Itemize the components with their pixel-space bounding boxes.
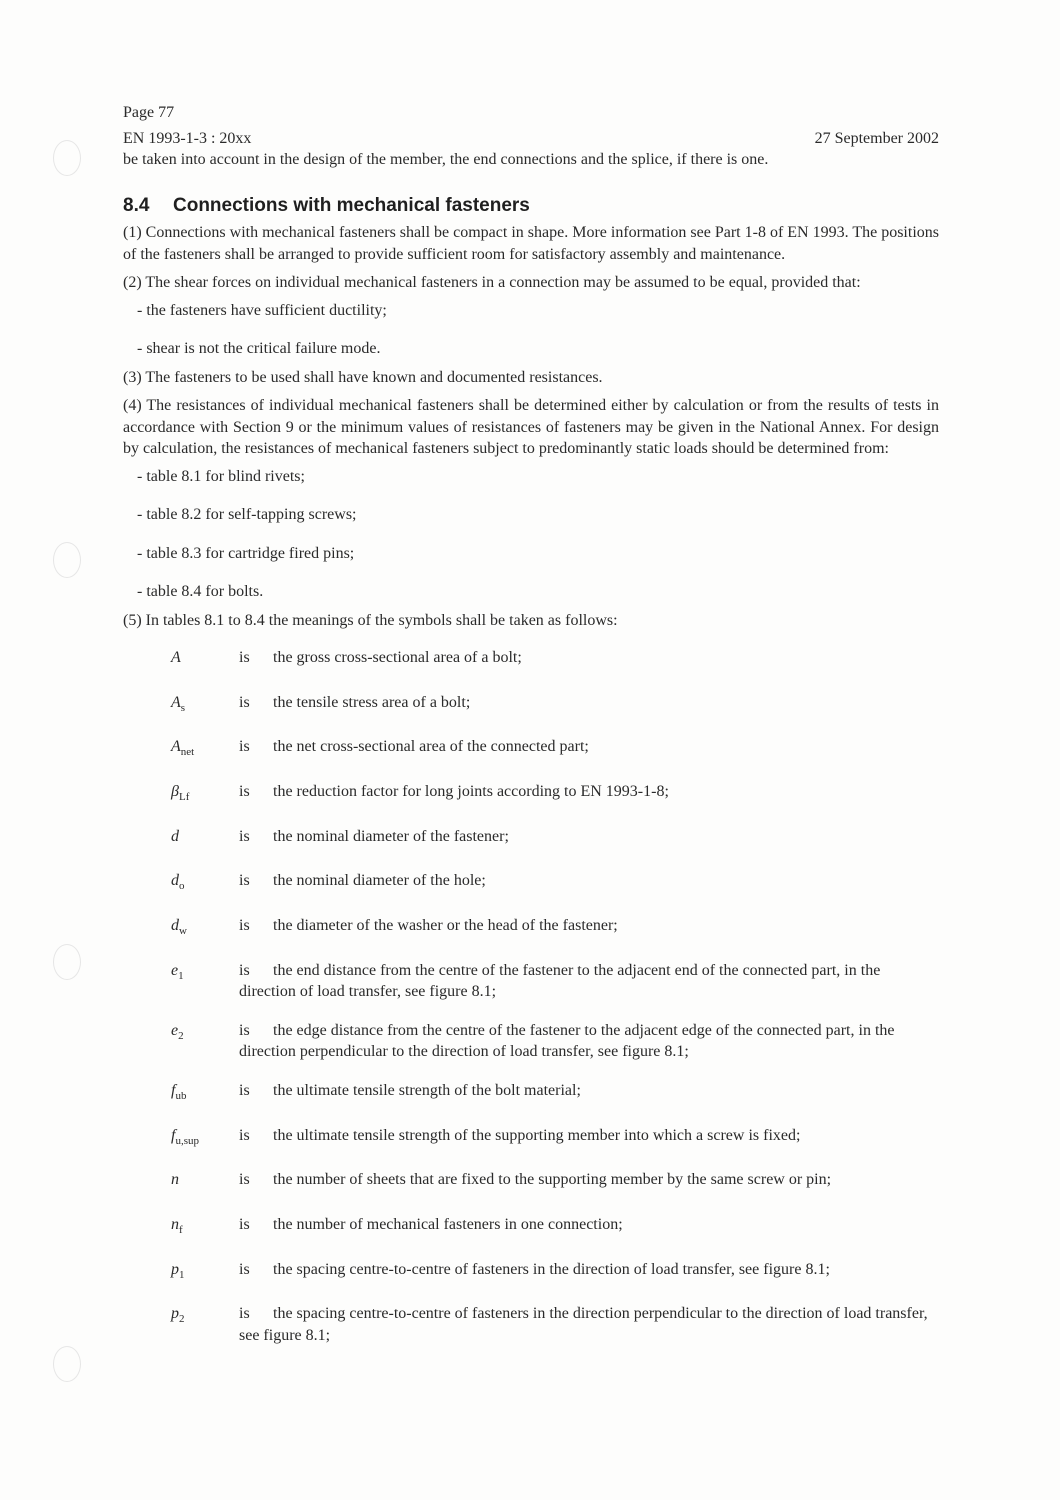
symbol-letter: e (171, 1021, 179, 1039)
list-item: - shear is not the critical failure mode. (137, 340, 381, 357)
symbol-definition-row (123, 781, 939, 809)
definition-text-block (239, 1020, 939, 1063)
definition-text-block (239, 1259, 939, 1287)
is-word: is (239, 1260, 250, 1278)
symbol-definition-row (123, 647, 939, 675)
symbol (123, 1259, 239, 1287)
definition-text-block (239, 1169, 939, 1197)
symbol-letter: n (171, 1171, 179, 1189)
symbol-definition-row (123, 1303, 939, 1346)
symbol-subscript: 2 (179, 1313, 185, 1326)
definition-text: the net cross-sectional area of the connected part; (273, 738, 589, 756)
definition-text-block (239, 736, 939, 764)
section-heading (123, 195, 939, 217)
page-content (123, 102, 939, 1363)
definition-text-block (239, 1080, 939, 1108)
document-id: EN 1993-1-3 : 20xx (123, 129, 252, 147)
is-word: is (239, 1126, 250, 1144)
symbol-subscript: ub (175, 1090, 187, 1102)
is-word: is (239, 872, 250, 890)
section-number: 8.4 (123, 194, 150, 216)
punch-hole-mark (53, 542, 81, 578)
definition-text-block (239, 692, 939, 720)
symbol-subscript: 1 (179, 1268, 185, 1281)
punch-hole-mark (53, 140, 81, 176)
symbol-subscript: Lf (178, 791, 190, 804)
is-word: is (239, 1171, 250, 1189)
list-item: - table 8.4 for bolts. (137, 583, 264, 600)
symbol-definition-row (123, 1125, 939, 1153)
paragraph-4: (4) The resistances of individual mechanical fasteners shall be determined either by calculation or from the results of tests in accordance with Section 9 or the minimum values of resistances of fasteners may be given in the National Annex. For design by calculation, the resistances of mechanical fasteners subject to predominantly static loads should be determined from: (123, 397, 939, 457)
punch-hole-mark (53, 1346, 81, 1382)
symbol-definition-row (123, 915, 939, 943)
symbol (123, 781, 239, 809)
symbol (123, 692, 239, 720)
symbol-definition-row (123, 1214, 939, 1242)
symbol-letter: A (171, 738, 181, 756)
definition-text-block (239, 781, 939, 809)
definition-text-block (239, 960, 939, 1003)
definition-text: the end distance from the centre of the fastener to the adjacent end of the connected part, in the direction of load transfer, see figure 8.1; (239, 961, 881, 1001)
symbol-subscript: net (180, 746, 195, 759)
definition-text: the spacing centre-to-centre of fasteners in the direction perpendicular to the direction of load transfer, see figure 8.1; (239, 1305, 928, 1344)
symbol-letter: e (171, 961, 179, 979)
list-item: - table 8.3 for cartridge fired pins; (137, 544, 355, 562)
symbol-letter: d (171, 917, 179, 935)
is-word: is (239, 1215, 250, 1233)
symbol-subscript: 2 (178, 1030, 184, 1042)
definition-text-block (239, 1303, 939, 1346)
symbol-definition-row (123, 960, 939, 1003)
symbol-letter: A (171, 649, 181, 666)
symbol-letter: A (171, 693, 181, 711)
definition-text-block (239, 870, 939, 898)
symbol-subscript: s (180, 701, 186, 714)
definition-text: the edge distance from the centre of the fastener to the adjacent edge of the connected part, in the direction perpendicular to the direction of load transfer, see figure 8.1; (239, 1021, 895, 1061)
symbol (123, 915, 239, 943)
is-word: is (239, 738, 250, 756)
symbol-letter: f (171, 1081, 176, 1099)
symbol-definition-row (123, 1169, 939, 1197)
symbol-subscript: o (179, 880, 185, 893)
is-word: is (239, 1081, 250, 1099)
is-word: is (239, 649, 250, 666)
symbol-definitions (123, 647, 939, 1346)
definition-text-block (239, 826, 939, 854)
list-item: - table 8.1 for blind rivets; (137, 467, 305, 485)
definition-text: the spacing centre-to-centre of fasteners in the direction of load transfer, see figure 8.1; (273, 1260, 830, 1278)
definition-text: the nominal diameter of the hole; (273, 872, 486, 890)
symbol (123, 1214, 239, 1242)
symbol (123, 647, 239, 675)
definition-text: the reduction factor for long joints according to EN 1993-1-8; (273, 783, 669, 801)
definition-text-block (239, 647, 939, 675)
paragraph-3: (3) The fasteners to be used shall have known and documented resistances. (123, 368, 603, 386)
symbol-letter: d (171, 872, 179, 890)
symbol (123, 1169, 239, 1197)
symbol-letter: p (171, 1260, 179, 1278)
symbol-letter: p (171, 1305, 179, 1323)
definition-text-block (239, 1125, 939, 1153)
symbol-subscript: w (179, 925, 187, 938)
symbol-letter: f (171, 1126, 176, 1144)
is-word: is (239, 961, 250, 979)
symbol-letter: β (171, 783, 179, 801)
punch-hole-mark (53, 944, 81, 980)
symbol-definition-row (123, 870, 939, 898)
continuation-text: be taken into account in the design of the member, the end connections and the splice, if there is one. (123, 151, 769, 168)
symbol-subscript: u,sup (175, 1134, 199, 1147)
symbol-subscript: 1 (178, 970, 184, 982)
symbol-definition-row (123, 826, 939, 854)
definition-text: the gross cross-sectional area of a bolt; (273, 649, 522, 666)
symbol (123, 826, 239, 854)
paragraph-2: (2) The shear forces on individual mechanical fasteners in a connection may be assumed to be equal, provided that: (123, 274, 861, 291)
definition-text: the tensile stress area of a bolt; (273, 693, 471, 711)
document-header (123, 128, 939, 150)
symbol-definition-row (123, 1259, 939, 1287)
definition-text-block (239, 1214, 939, 1242)
symbol-definition-row (123, 692, 939, 720)
definition-text: the nominal diameter of the fastener; (273, 827, 509, 845)
is-word: is (239, 827, 250, 845)
is-word: is (239, 783, 250, 801)
is-word: is (239, 917, 250, 935)
is-word: is (239, 1021, 250, 1039)
symbol (123, 1125, 239, 1153)
symbol (123, 960, 239, 1003)
section-title: Connections with mechanical fasteners (173, 194, 530, 216)
symbol (123, 736, 239, 764)
symbol-definition-row (123, 736, 939, 764)
symbol-letter: n (171, 1215, 179, 1233)
paragraph-5: (5) In tables 8.1 to 8.4 the meanings of the symbols shall be taken as follows: (123, 611, 618, 629)
symbol-letter: d (171, 827, 179, 845)
symbol-definition-row (123, 1080, 939, 1108)
list-item: - the fasteners have sufficient ductility; (137, 301, 387, 319)
symbol (123, 870, 239, 898)
definition-text: the number of sheets that are fixed to the supporting member by the same screw or pin; (273, 1171, 832, 1189)
list-item: - table 8.2 for self-tapping screws; (137, 506, 357, 523)
is-word: is (239, 1305, 250, 1323)
definition-text: the diameter of the washer or the head of the fastener; (273, 917, 618, 935)
paragraph-2-bullets (123, 300, 939, 360)
is-word: is (239, 693, 250, 711)
definition-text: the ultimate tensile strength of the bolt material; (273, 1081, 581, 1099)
symbol (123, 1303, 239, 1346)
paragraph-1: (1) Connections with mechanical fasteners shall be compact in shape. More information see Part 1-8 of EN 1993. The positions of the fasteners shall be arranged to provide sufficient room for satisfactory assembly and maintenance. (123, 224, 939, 263)
symbol (123, 1080, 239, 1108)
page-number: Page 77 (123, 104, 175, 121)
definition-text-block (239, 915, 939, 943)
symbol-subscript: f (179, 1224, 183, 1237)
definition-text: the ultimate tensile strength of the supporting member into which a screw is fixed; (273, 1126, 801, 1144)
document-date: 27 September 2002 (814, 129, 939, 147)
symbol (123, 1020, 239, 1063)
definition-text: the number of mechanical fasteners in one connection; (273, 1215, 623, 1233)
paragraph-4-bullets (123, 466, 939, 603)
symbol-definition-row (123, 1020, 939, 1063)
